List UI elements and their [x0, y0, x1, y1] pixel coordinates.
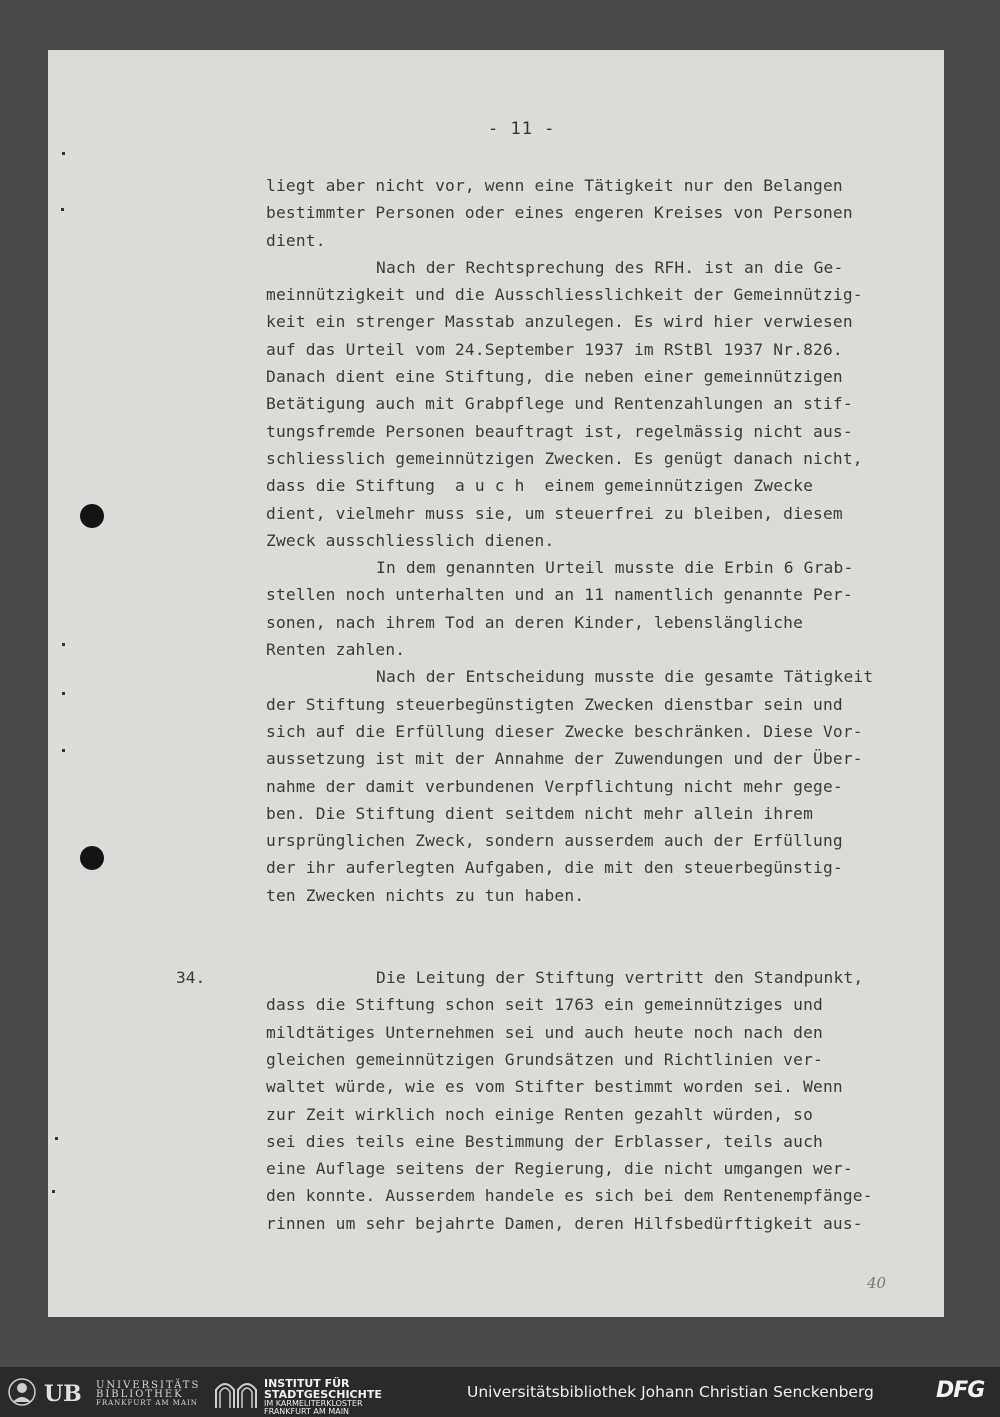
margin-mark	[52, 1190, 55, 1193]
text-line: dient, vielmehr muss sie, um steuerfrei zu bleiben, diesem	[266, 503, 843, 523]
punch-hole-top	[80, 504, 104, 528]
isg-line3: IM KARMELITERKLOSTER	[264, 1399, 363, 1408]
ub-line1: UNIVERSITÄTS	[96, 1380, 201, 1391]
text-line: mildtätiges Unternehmen sei und auch heute noch nach den	[266, 1022, 823, 1042]
ub-name	[96, 1381, 200, 1408]
text-line: ten Zwecken nichts zu tun haben.	[266, 885, 585, 905]
text-line: Die Leitung der Stiftung vertritt den Standpunkt,	[376, 968, 864, 988]
punch-hole-bottom	[80, 846, 104, 870]
section-gap	[266, 909, 946, 964]
text-line: nahme der damit verbundenen Verpflichtung nicht mehr gege-	[266, 776, 843, 796]
ub-line2: BIBLIOTHEK	[96, 1389, 184, 1400]
margin-mark	[62, 643, 65, 646]
text-line: bestimmter Personen oder eines engeren Kreises von Personen	[266, 203, 853, 223]
paragraph-number: 34.	[176, 968, 206, 987]
page-number: - 11 -	[488, 119, 556, 139]
text-line: gleichen gemeinnützigen Grundsätzen und Richtlinien ver-	[266, 1049, 823, 1069]
text-line: den konnte. Ausserdem handele es sich bei dem Rentenempfänge-	[266, 1186, 873, 1206]
isg-logo-icon	[214, 1376, 258, 1410]
text-line: Nach der Entscheidung musste die gesamte Tätigkeit	[376, 667, 874, 687]
text-line: Nach der Rechtsprechung des RFH. ist an die Ge-	[376, 257, 844, 277]
text-line: Betätigung auch mit Grabpflege und Rentenzahlungen an stif-	[266, 394, 853, 414]
text-line: sonen, nach ihrem Tod an deren Kinder, lebenslängliche	[266, 612, 804, 632]
text-line: In dem genannten Urteil musste die Erbin 6 Grab-	[376, 558, 854, 578]
ub-logo-icon	[6, 1376, 96, 1408]
text-line: dient.	[266, 230, 326, 250]
text-line: dass die Stiftung schon seit 1763 ein gemeinnütziges und	[266, 995, 823, 1015]
text-line: meinnützigkeit und die Ausschliesslichkeit der Gemeinnützig-	[266, 285, 863, 305]
text-line: schliesslich gemeinnützigen Zwecken. Es genügt danach nicht,	[266, 448, 863, 468]
text-line: ursprünglichen Zweck, sondern ausserdem auch der Erfüllung	[266, 831, 843, 851]
text-line: keit ein strenger Masstab anzulegen. Es wird hier verwiesen	[266, 312, 853, 332]
body-text	[266, 172, 946, 1237]
text-line: ben. Die Stiftung dient seitdem nicht mehr allein ihrem	[266, 803, 814, 823]
text-line: sich auf die Erfüllung dieser Zwecke beschränken. Diese Vor-	[266, 721, 863, 741]
footer-title[interactable]: Universitätsbibliothek Johann Christian Senckenberg	[467, 1383, 874, 1401]
text-line: eine Auflage seitens der Regierung, die nicht umgangen wer-	[266, 1159, 853, 1179]
text-line: zur Zeit wirklich noch einige Renten gezahlt würden, so	[266, 1104, 814, 1124]
text-line: tungsfremde Personen beauftragt ist, regelmässig nicht aus-	[266, 421, 853, 441]
margin-mark	[62, 749, 65, 752]
isg-line1: INSTITUT FÜR	[264, 1377, 350, 1390]
isg-line4: FRANKFURT AM MAIN	[264, 1407, 350, 1416]
handwritten-note: 40	[867, 1274, 887, 1292]
isg-name	[264, 1378, 382, 1416]
margin-mark	[62, 152, 65, 155]
margin-mark	[61, 208, 64, 211]
text-line: dass die Stiftung a u c h einem gemeinnützigen Zwecke	[266, 476, 814, 496]
text-line: aussetzung ist mit der Annahme der Zuwendungen und der Über-	[266, 749, 863, 769]
ub-line3: FRANKFURT AM MAIN	[96, 1399, 198, 1407]
margin-mark	[55, 1137, 58, 1140]
text-line: rinnen um sehr bejahrte Damen, deren Hilfsbedürftigkeit aus-	[266, 1213, 863, 1233]
text-line: waltet würde, wie es vom Stifter bestimmt worden sei. Wenn	[266, 1077, 843, 1097]
text-line: stellen noch unterhalten und an 11 namentlich genannte Per-	[266, 585, 853, 605]
text-line: Zweck ausschliesslich dienen.	[266, 530, 555, 550]
isg-line2: STADTGESCHICHTE	[264, 1388, 382, 1401]
text-line: der ihr auferlegten Aufgaben, die mit den steuerbegünstig-	[266, 858, 843, 878]
text-line: liegt aber nicht vor, wenn eine Tätigkeit nur den Belangen	[266, 176, 843, 195]
text-section-1	[266, 172, 946, 909]
text-line: Renten zahlen.	[266, 640, 406, 660]
ub-mark: UB	[44, 1381, 82, 1407]
viewer-footer	[0, 1367, 1000, 1417]
margin-mark	[62, 692, 65, 695]
text-section-2	[266, 964, 946, 1237]
dfg-logo: DFG	[936, 1378, 985, 1403]
text-line: der Stiftung steuerbegünstigten Zwecken dienstbar sein und	[266, 694, 843, 714]
text-line: auf das Urteil vom 24.September 1937 im RStBl 1937 Nr.826.	[266, 339, 843, 359]
text-line: Danach dient eine Stiftung, die neben einer gemeinnützigen	[266, 367, 843, 387]
text-line: sei dies teils eine Bestimmung der Erblasser, teils auch	[266, 1131, 823, 1151]
